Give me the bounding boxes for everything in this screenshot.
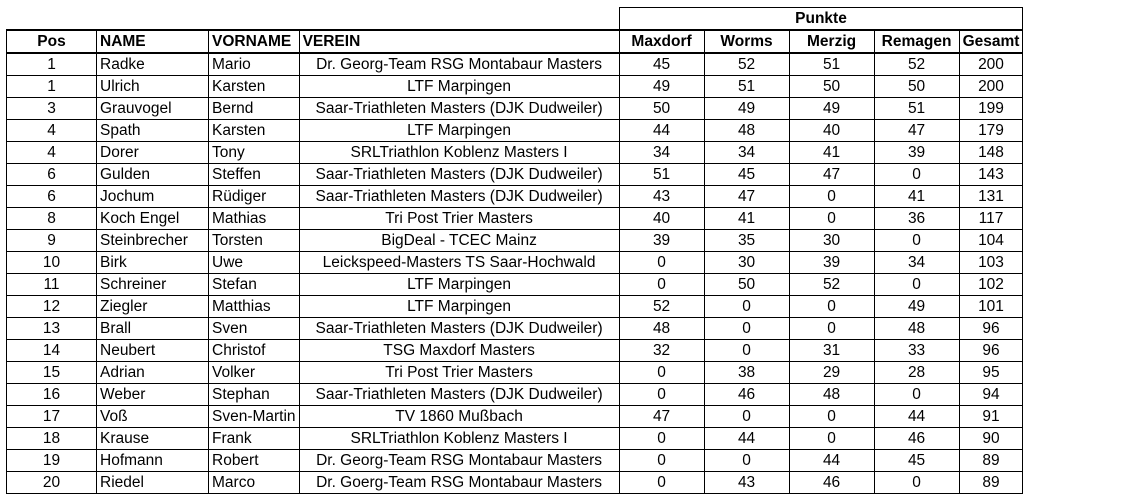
header-name[interactable]: NAME bbox=[97, 30, 209, 53]
cell-gesamt[interactable]: 148 bbox=[959, 142, 1023, 164]
table-row bbox=[7, 340, 1023, 362]
cell-pos[interactable]: 12 bbox=[7, 296, 97, 318]
cell-gesamt[interactable]: 143 bbox=[959, 164, 1023, 186]
cell-pos[interactable]: 1 bbox=[7, 53, 97, 76]
table-row bbox=[7, 208, 1023, 230]
header-gesamt[interactable]: Gesamt bbox=[959, 30, 1023, 53]
cell-remagen[interactable]: 36 bbox=[874, 208, 959, 230]
cell-pos[interactable]: 14 bbox=[7, 340, 97, 362]
cell-merzig[interactable]: 52 bbox=[789, 274, 874, 296]
cell-verein[interactable]: SRLTriathlon Koblenz Masters I bbox=[299, 142, 619, 164]
table-row bbox=[7, 384, 1023, 406]
cell-pos[interactable]: 13 bbox=[7, 318, 97, 340]
cell-remagen[interactable]: 0 bbox=[874, 230, 959, 252]
header-remagen[interactable]: Remagen bbox=[874, 30, 959, 53]
cell-merzig[interactable]: 41 bbox=[789, 142, 874, 164]
cell-verein[interactable]: Saar-Triathleten Masters (DJK Dudweiler) bbox=[299, 384, 619, 406]
cell-name[interactable]: Neubert bbox=[97, 340, 209, 362]
cell-gesamt[interactable]: 103 bbox=[959, 252, 1023, 274]
table-row bbox=[7, 186, 1023, 208]
cell-pos[interactable]: 11 bbox=[7, 274, 97, 296]
cell-pos[interactable]: 15 bbox=[7, 362, 97, 384]
table-row bbox=[7, 406, 1023, 428]
cell-maxdorf[interactable]: 32 bbox=[619, 340, 704, 362]
header-verein[interactable]: VEREIN bbox=[299, 30, 619, 53]
cell-gesamt[interactable]: 91 bbox=[959, 406, 1023, 428]
cell-maxdorf[interactable]: 49 bbox=[619, 76, 704, 98]
cell-vorname[interactable]: Frank bbox=[209, 428, 300, 450]
table-row bbox=[7, 164, 1023, 186]
cell-name[interactable]: Adrian bbox=[97, 362, 209, 384]
cell-worms[interactable]: 51 bbox=[704, 76, 789, 98]
results-table bbox=[6, 7, 1023, 494]
cell-merzig[interactable]: 0 bbox=[789, 296, 874, 318]
cell-gesamt[interactable]: 89 bbox=[959, 472, 1023, 494]
cell-name[interactable]: Krause bbox=[97, 428, 209, 450]
cell-worms[interactable]: 48 bbox=[704, 120, 789, 142]
cell-name[interactable]: Jochum bbox=[97, 186, 209, 208]
cell-name[interactable]: Voß bbox=[97, 406, 209, 428]
cell-gesamt[interactable]: 94 bbox=[959, 384, 1023, 406]
cell-pos[interactable]: 8 bbox=[7, 208, 97, 230]
cell-pos[interactable]: 9 bbox=[7, 230, 97, 252]
cell-vorname[interactable]: Mathias bbox=[209, 208, 300, 230]
cell-remagen[interactable]: 44 bbox=[874, 406, 959, 428]
cell-verein[interactable]: Saar-Triathleten Masters (DJK Dudweiler) bbox=[299, 318, 619, 340]
cell-worms[interactable]: 52 bbox=[704, 53, 789, 76]
cell-pos[interactable]: 19 bbox=[7, 450, 97, 472]
table-row bbox=[7, 76, 1023, 98]
cell-merzig[interactable]: 30 bbox=[789, 230, 874, 252]
cell-name[interactable]: Radke bbox=[97, 53, 209, 76]
cell-maxdorf[interactable]: 0 bbox=[619, 384, 704, 406]
cell-verein[interactable]: LTF Marpingen bbox=[299, 296, 619, 318]
cell-merzig[interactable]: 44 bbox=[789, 450, 874, 472]
table-row bbox=[7, 98, 1023, 120]
cell-pos[interactable]: 3 bbox=[7, 98, 97, 120]
table-row bbox=[7, 296, 1023, 318]
cell-remagen[interactable]: 0 bbox=[874, 472, 959, 494]
cell-maxdorf[interactable]: 0 bbox=[619, 362, 704, 384]
punkte-group-header[interactable]: Punkte bbox=[619, 8, 1023, 31]
cell-worms[interactable]: 49 bbox=[704, 98, 789, 120]
cell-gesamt[interactable]: 102 bbox=[959, 274, 1023, 296]
cell-remagen[interactable]: 46 bbox=[874, 428, 959, 450]
cell-gesamt[interactable]: 104 bbox=[959, 230, 1023, 252]
cell-verein[interactable]: Tri Post Trier Masters bbox=[299, 362, 619, 384]
cell-vorname[interactable]: Uwe bbox=[209, 252, 300, 274]
cell-vorname[interactable]: Bernd bbox=[209, 98, 300, 120]
table-row bbox=[7, 428, 1023, 450]
header-vorname[interactable]: VORNAME bbox=[209, 30, 300, 53]
cell-maxdorf[interactable]: 0 bbox=[619, 472, 704, 494]
cell-gesamt[interactable]: 90 bbox=[959, 428, 1023, 450]
cell-maxdorf[interactable]: 50 bbox=[619, 98, 704, 120]
cell-gesamt[interactable]: 200 bbox=[959, 53, 1023, 76]
cell-name[interactable]: Hofmann bbox=[97, 450, 209, 472]
cell-verein[interactable]: LTF Marpingen bbox=[299, 120, 619, 142]
cell-name[interactable]: Ziegler bbox=[97, 296, 209, 318]
cell-vorname[interactable]: Karsten bbox=[209, 76, 300, 98]
cell-vorname[interactable]: Christof bbox=[209, 340, 300, 362]
cell-verein[interactable]: TV 1860 Mußbach bbox=[299, 406, 619, 428]
cell-remagen[interactable]: 50 bbox=[874, 76, 959, 98]
table-row bbox=[7, 120, 1023, 142]
cell-merzig[interactable]: 39 bbox=[789, 252, 874, 274]
cell-worms[interactable]: 41 bbox=[704, 208, 789, 230]
cell-merzig[interactable]: 48 bbox=[789, 384, 874, 406]
cell-gesamt[interactable]: 96 bbox=[959, 340, 1023, 362]
cell-maxdorf[interactable]: 40 bbox=[619, 208, 704, 230]
table-row bbox=[7, 252, 1023, 274]
cell-vorname[interactable]: Karsten bbox=[209, 120, 300, 142]
cell-vorname[interactable]: Torsten bbox=[209, 230, 300, 252]
cell-worms[interactable]: 34 bbox=[704, 142, 789, 164]
cell-gesamt[interactable]: 117 bbox=[959, 208, 1023, 230]
cell-merzig[interactable]: 29 bbox=[789, 362, 874, 384]
cell-pos[interactable]: 6 bbox=[7, 164, 97, 186]
cell-gesamt[interactable]: 96 bbox=[959, 318, 1023, 340]
cell-vorname[interactable]: Stefan bbox=[209, 274, 300, 296]
cell-remagen[interactable]: 0 bbox=[874, 384, 959, 406]
cell-merzig[interactable]: 31 bbox=[789, 340, 874, 362]
cell-remagen[interactable]: 28 bbox=[874, 362, 959, 384]
cell-worms[interactable]: 0 bbox=[704, 296, 789, 318]
cell-worms[interactable]: 38 bbox=[704, 362, 789, 384]
cell-pos[interactable]: 17 bbox=[7, 406, 97, 428]
cell-merzig[interactable]: 50 bbox=[789, 76, 874, 98]
cell-vorname[interactable]: Matthias bbox=[209, 296, 300, 318]
cell-vorname[interactable]: Tony bbox=[209, 142, 300, 164]
cell-verein[interactable]: Dr. Goerg-Team RSG Montabaur Masters bbox=[299, 472, 619, 494]
cell-gesamt[interactable]: 89 bbox=[959, 450, 1023, 472]
cell-merzig[interactable]: 0 bbox=[789, 208, 874, 230]
cell-maxdorf[interactable]: 43 bbox=[619, 186, 704, 208]
cell-name[interactable]: Grauvogel bbox=[97, 98, 209, 120]
cell-verein[interactable]: Leickspeed-Masters TS Saar-Hochwald bbox=[299, 252, 619, 274]
cell-verein[interactable]: Tri Post Trier Masters bbox=[299, 208, 619, 230]
cell-merzig[interactable]: 46 bbox=[789, 472, 874, 494]
table-row bbox=[7, 472, 1023, 494]
table-row bbox=[7, 362, 1023, 384]
cell-pos[interactable]: 1 bbox=[7, 76, 97, 98]
table-row bbox=[7, 230, 1023, 252]
table-row bbox=[7, 142, 1023, 164]
cell-maxdorf[interactable]: 39 bbox=[619, 230, 704, 252]
table-row bbox=[7, 318, 1023, 340]
cell-pos[interactable]: 4 bbox=[7, 142, 97, 164]
cell-worms[interactable]: 0 bbox=[704, 406, 789, 428]
cell-maxdorf[interactable]: 45 bbox=[619, 53, 704, 76]
cell-vorname[interactable]: Volker bbox=[209, 362, 300, 384]
cell-name[interactable]: Ulrich bbox=[97, 76, 209, 98]
cell-pos[interactable]: 18 bbox=[7, 428, 97, 450]
cell-verein[interactable]: TSG Maxdorf Masters bbox=[299, 340, 619, 362]
cell-pos[interactable]: 20 bbox=[7, 472, 97, 494]
cell-remagen[interactable]: 41 bbox=[874, 186, 959, 208]
cell-vorname[interactable]: Stephan bbox=[209, 384, 300, 406]
cell-remagen[interactable]: 48 bbox=[874, 318, 959, 340]
cell-worms[interactable]: 0 bbox=[704, 318, 789, 340]
cell-worms[interactable]: 0 bbox=[704, 340, 789, 362]
cell-merzig[interactable]: 0 bbox=[789, 186, 874, 208]
cell-remagen[interactable]: 0 bbox=[874, 164, 959, 186]
cell-name[interactable]: Birk bbox=[97, 252, 209, 274]
cell-remagen[interactable]: 33 bbox=[874, 340, 959, 362]
cell-maxdorf[interactable]: 0 bbox=[619, 274, 704, 296]
cell-worms[interactable]: 44 bbox=[704, 428, 789, 450]
header-worms[interactable]: Worms bbox=[704, 30, 789, 53]
table-row bbox=[7, 274, 1023, 296]
cell-verein[interactable]: Dr. Georg-Team RSG Montabaur Masters bbox=[299, 450, 619, 472]
cell-merzig[interactable]: 49 bbox=[789, 98, 874, 120]
cell-merzig[interactable]: 0 bbox=[789, 318, 874, 340]
cell-maxdorf[interactable]: 44 bbox=[619, 120, 704, 142]
cell-worms[interactable]: 47 bbox=[704, 186, 789, 208]
cell-merzig[interactable]: 0 bbox=[789, 428, 874, 450]
cell-pos[interactable]: 4 bbox=[7, 120, 97, 142]
cell-verein[interactable]: Saar-Triathleten Masters (DJK Dudweiler) bbox=[299, 164, 619, 186]
cell-remagen[interactable]: 34 bbox=[874, 252, 959, 274]
cell-worms[interactable]: 50 bbox=[704, 274, 789, 296]
cell-maxdorf[interactable]: 47 bbox=[619, 406, 704, 428]
cell-maxdorf[interactable]: 52 bbox=[619, 296, 704, 318]
cell-remagen[interactable]: 39 bbox=[874, 142, 959, 164]
cell-pos[interactable]: 16 bbox=[7, 384, 97, 406]
cell-remagen[interactable]: 51 bbox=[874, 98, 959, 120]
cell-vorname[interactable]: Mario bbox=[209, 53, 300, 76]
cell-vorname[interactable]: Marco bbox=[209, 472, 300, 494]
column-header-row bbox=[7, 30, 1023, 53]
cell-merzig[interactable]: 0 bbox=[789, 406, 874, 428]
table-row bbox=[7, 450, 1023, 472]
cell-remagen[interactable]: 49 bbox=[874, 296, 959, 318]
cell-vorname[interactable]: Robert bbox=[209, 450, 300, 472]
cell-name[interactable]: Riedel bbox=[97, 472, 209, 494]
cell-name[interactable]: Spath bbox=[97, 120, 209, 142]
cell-verein[interactable]: SRLTriathlon Koblenz Masters I bbox=[299, 428, 619, 450]
cell-pos[interactable]: 6 bbox=[7, 186, 97, 208]
cell-name[interactable]: Gulden bbox=[97, 164, 209, 186]
cell-vorname[interactable]: Sven-Martin bbox=[209, 406, 300, 428]
cell-name[interactable]: Dorer bbox=[97, 142, 209, 164]
cell-worms[interactable]: 35 bbox=[704, 230, 789, 252]
cell-verein[interactable]: Saar-Triathleten Masters (DJK Dudweiler) bbox=[299, 98, 619, 120]
cell-remagen[interactable]: 0 bbox=[874, 274, 959, 296]
cell-verein[interactable]: Dr. Georg-Team RSG Montabaur Masters bbox=[299, 53, 619, 76]
cell-pos[interactable]: 10 bbox=[7, 252, 97, 274]
table-row bbox=[7, 53, 1023, 76]
cell-vorname[interactable]: Steffen bbox=[209, 164, 300, 186]
cell-maxdorf[interactable]: 0 bbox=[619, 450, 704, 472]
cell-remagen[interactable]: 52 bbox=[874, 53, 959, 76]
cell-worms[interactable]: 45 bbox=[704, 164, 789, 186]
cell-vorname[interactable]: Rüdiger bbox=[209, 186, 300, 208]
cell-remagen[interactable]: 47 bbox=[874, 120, 959, 142]
cell-gesamt[interactable]: 179 bbox=[959, 120, 1023, 142]
cell-worms[interactable]: 30 bbox=[704, 252, 789, 274]
cell-verein[interactable]: LTF Marpingen bbox=[299, 76, 619, 98]
cell-maxdorf[interactable]: 34 bbox=[619, 142, 704, 164]
cell-verein[interactable]: LTF Marpingen bbox=[299, 274, 619, 296]
cell-gesamt[interactable]: 131 bbox=[959, 186, 1023, 208]
cell-name[interactable]: Brall bbox=[97, 318, 209, 340]
cell-worms[interactable]: 46 bbox=[704, 384, 789, 406]
cell-maxdorf[interactable]: 0 bbox=[619, 252, 704, 274]
cell-gesamt[interactable]: 199 bbox=[959, 98, 1023, 120]
cell-verein[interactable]: Saar-Triathleten Masters (DJK Dudweiler) bbox=[299, 186, 619, 208]
results-body bbox=[7, 53, 1023, 494]
cell-name[interactable]: Steinbrecher bbox=[97, 230, 209, 252]
cell-verein[interactable]: BigDeal - TCEC Mainz bbox=[299, 230, 619, 252]
cell-worms[interactable]: 0 bbox=[704, 450, 789, 472]
cell-maxdorf[interactable]: 51 bbox=[619, 164, 704, 186]
cell-merzig[interactable]: 47 bbox=[789, 164, 874, 186]
cell-gesamt[interactable]: 200 bbox=[959, 76, 1023, 98]
header-merzig[interactable]: Merzig bbox=[789, 30, 874, 53]
cell-merzig[interactable]: 40 bbox=[789, 120, 874, 142]
cell-worms[interactable]: 43 bbox=[704, 472, 789, 494]
header-pos[interactable]: Pos bbox=[7, 30, 97, 53]
cell-gesamt[interactable]: 95 bbox=[959, 362, 1023, 384]
cell-gesamt[interactable]: 101 bbox=[959, 296, 1023, 318]
header-maxdorf[interactable]: Maxdorf bbox=[619, 30, 704, 53]
group-header-row bbox=[7, 8, 1023, 31]
cell-remagen[interactable]: 45 bbox=[874, 450, 959, 472]
cell-maxdorf[interactable]: 48 bbox=[619, 318, 704, 340]
cell-maxdorf[interactable]: 0 bbox=[619, 428, 704, 450]
cell-vorname[interactable]: Sven bbox=[209, 318, 300, 340]
cell-merzig[interactable]: 51 bbox=[789, 53, 874, 76]
cell-name[interactable]: Weber bbox=[97, 384, 209, 406]
cell-name[interactable]: Schreiner bbox=[97, 274, 209, 296]
cell-name[interactable]: Koch Engel bbox=[97, 208, 209, 230]
